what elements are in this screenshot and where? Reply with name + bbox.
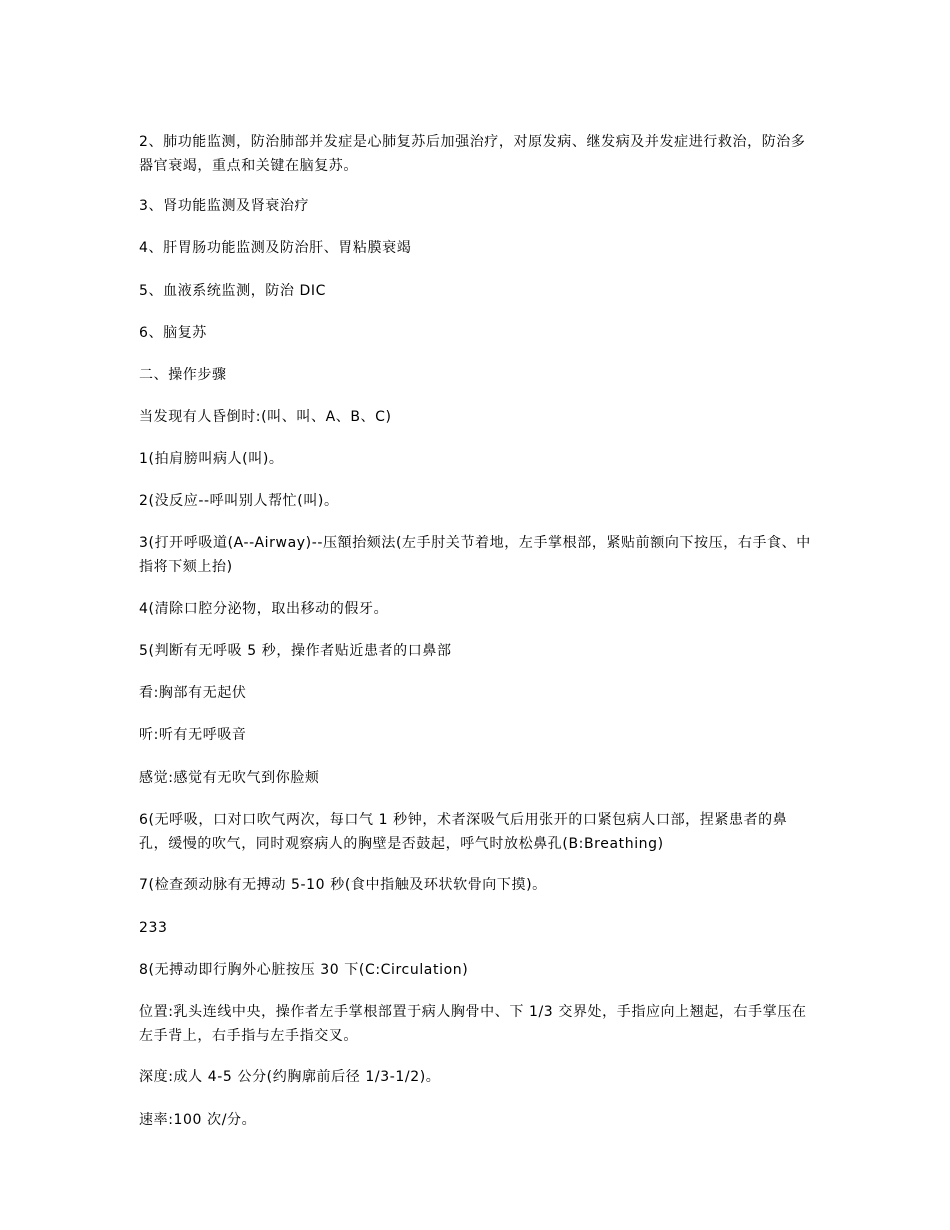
check-listen: 听:听有无呼吸音 xyxy=(139,727,247,743)
compression-position: 位置:乳头连线中央，操作者左手掌根部置于病人胸骨中、下 1/3 交界处，手指应向上翘起，右手掌压在左手背上，右手指与左手指交叉。 xyxy=(139,1004,807,1044)
step-4: 4(清除口腔分泌物，取出移动的假牙。 xyxy=(139,601,389,617)
paragraph-intro-steps: 当发现有人昏倒时:(叫、叫、A、B、C) xyxy=(139,409,392,425)
step-2: 2(没反应--呼叫别人帮忙(叫)。 xyxy=(139,493,339,509)
paragraph-liver-gi-monitoring: 4、肝胃肠功能监测及防治肝、胃粘膜衰竭 xyxy=(139,240,412,256)
check-look: 看:胸部有无起伏 xyxy=(139,685,247,701)
paragraph-kidney-monitoring: 3、肾功能监测及肾衰治疗 xyxy=(139,198,310,214)
step-7-pulse-check: 7(检查颈动脉有无搏动 5-10 秒(食中指触及环状软骨向下摸)。 xyxy=(139,877,547,893)
step-1: 1(拍肩膀叫病人(叫)。 xyxy=(139,451,284,467)
compression-rate: 速率:100 次/分。 xyxy=(139,1112,257,1128)
paragraph-brain-resuscitation: 6、脑复苏 xyxy=(139,325,207,341)
check-feel: 感觉:感觉有无吹气到你脸颊 xyxy=(139,770,320,786)
step-3-airway: 3(打开呼吸道(A--Airway)--压額抬颏法(左手肘关节着地，左手掌根部，紧贴前额向下按压，右手食、中指将下颏上抬) xyxy=(139,535,811,575)
step-5: 5(判断有无呼吸 5 秒，操作者贴近患者的口鼻部 xyxy=(139,643,452,659)
paragraph-blood-monitoring: 5、血液系统监测，防治 DIC xyxy=(139,283,327,299)
paragraph-lung-monitoring: 2、肺功能监测，防治肺部并发症是心肺复苏后加强治疗，对原发病、继发病及并发症进行救治，防治多器官衰竭，重点和关键在脑复苏。 xyxy=(139,134,806,174)
compression-depth: 深度:成人 4-5 公分(约胸廓前后径 1/3-1/2)。 xyxy=(139,1069,441,1085)
step-8-circulation: 8(无搏动即行胸外心脏按压 30 下(C:Circulation) xyxy=(139,962,469,978)
section-heading-procedure: 二、操作步骤 xyxy=(139,367,227,383)
page-number: 233 xyxy=(139,920,168,936)
step-6-breathing: 6(无呼吸，口对口吹气两次，每口气 1 秒钟，术者深吸气后用张开的口紧包病人口部，捏紧患者的鼻孔，缓慢的吹气，同时观察病人的胸壁是否鼓起，呼气时放松鼻孔(B:Breathing) xyxy=(139,812,788,852)
